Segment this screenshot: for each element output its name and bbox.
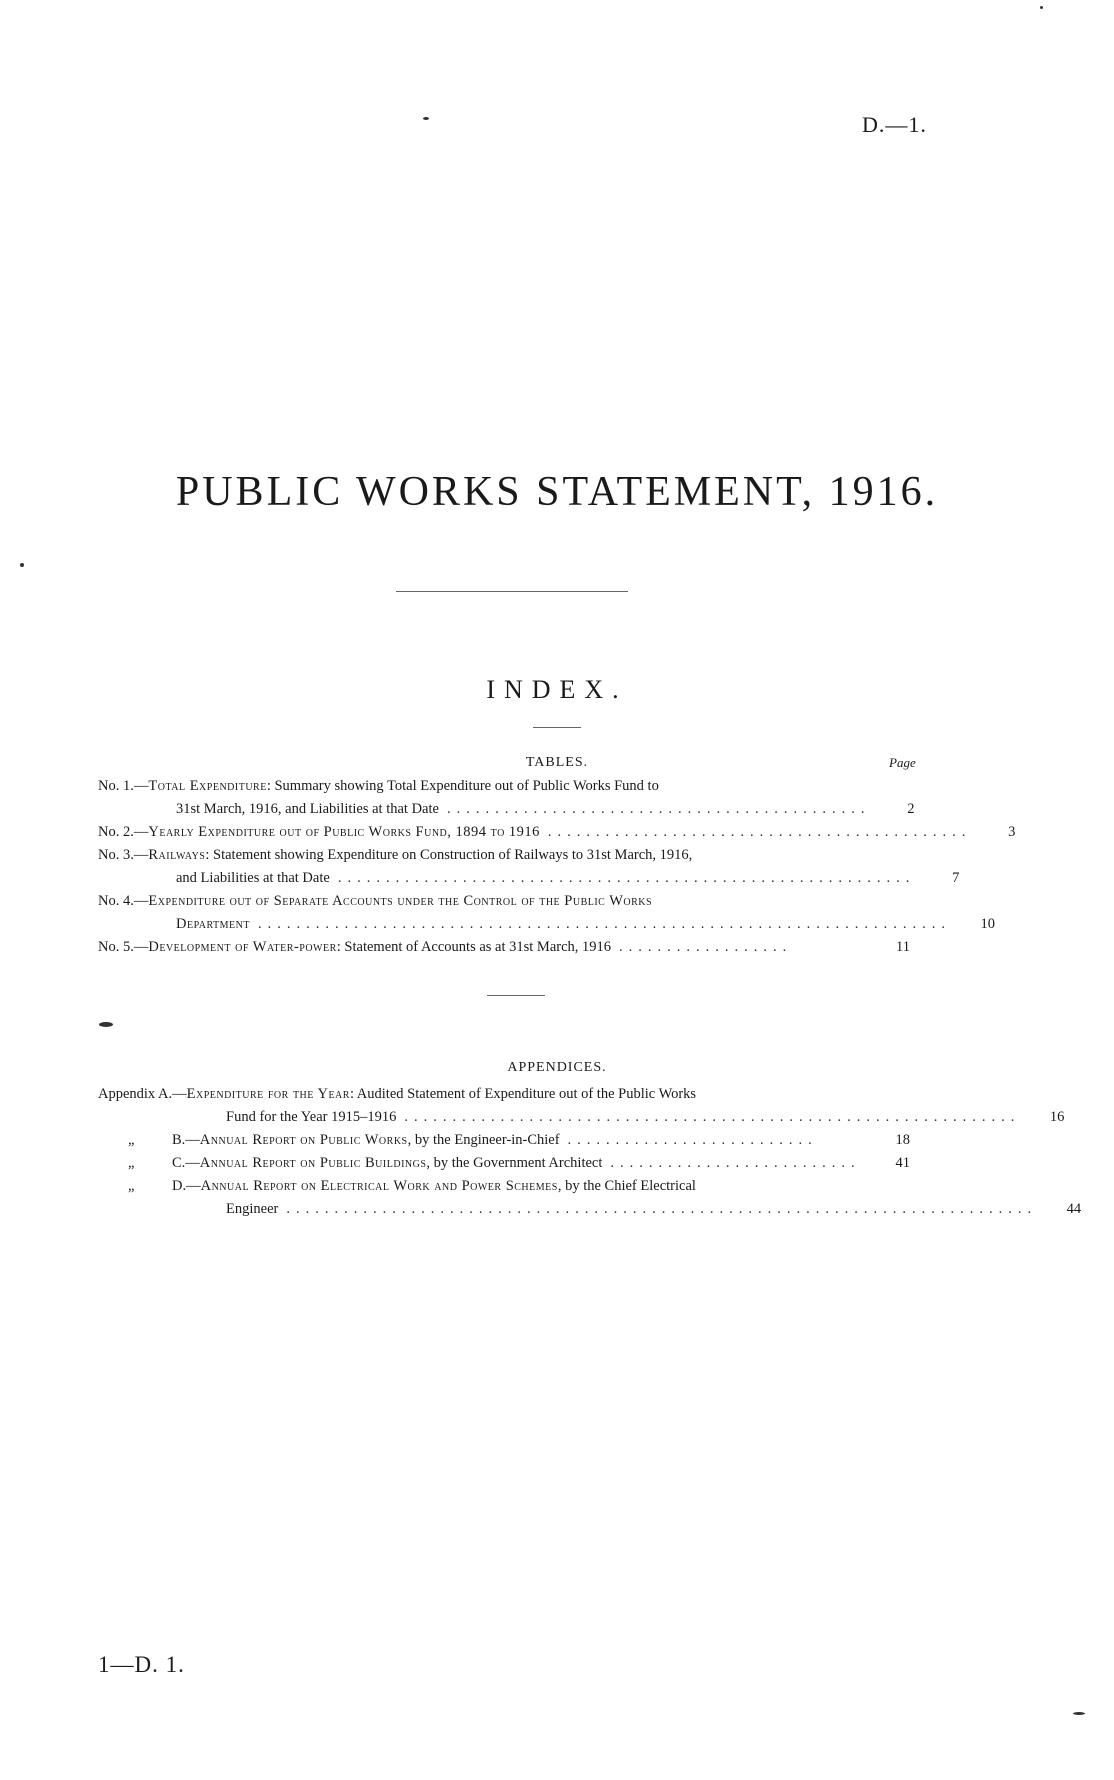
scan-speck bbox=[99, 1022, 113, 1027]
page-number: 18 bbox=[895, 1132, 910, 1148]
page-number: 2 bbox=[907, 801, 915, 817]
leader-dots: .............................................................................. bbox=[286, 1201, 1038, 1217]
title-divider bbox=[396, 591, 628, 592]
appendix-entry-c bbox=[98, 1152, 910, 1175]
page-column-heading: Page bbox=[889, 755, 916, 770]
entry-number: No. 4.— bbox=[98, 893, 149, 909]
entry-caption: Yearly Expenditure out of Public Works Fund, 1894 to 1916 bbox=[148, 824, 540, 840]
page-title: PUBLIC WORKS STATEMENT, 1916. bbox=[175, 469, 939, 515]
footer-code: 1—D. 1. bbox=[98, 1652, 185, 1677]
table-entry-5 bbox=[98, 936, 910, 959]
page-number: 16 bbox=[1049, 1109, 1065, 1125]
entry-description: : Audited Statement of Expenditure out of the Public Works bbox=[349, 1086, 697, 1102]
table-entry-4 bbox=[98, 890, 995, 936]
page-number: 11 bbox=[896, 939, 910, 955]
entry-caption: Annual Report on Public Works bbox=[199, 1132, 408, 1148]
entry-description: , by the Chief Electrical bbox=[557, 1178, 696, 1194]
entry-number: No. 2.— bbox=[98, 824, 149, 840]
entry-continuation: Fund for the Year 1915–1916 bbox=[226, 1109, 397, 1125]
ditto-mark: „ bbox=[128, 1178, 135, 1194]
appendices-heading: APPENDICES. bbox=[507, 1060, 607, 1075]
leader-dots: .................. bbox=[619, 939, 793, 955]
page-number: 3 bbox=[1008, 824, 1016, 840]
page-number: 41 bbox=[895, 1155, 910, 1171]
appendix-prefix: D.— bbox=[172, 1178, 201, 1194]
page-number: 7 bbox=[952, 870, 960, 886]
leader-dots: ............................................................ bbox=[337, 870, 916, 886]
leader-dots: .......................... bbox=[567, 1132, 818, 1148]
page-number: 44 bbox=[1066, 1201, 1082, 1217]
entry-caption: Expenditure out of Separate Accounts under the Control of the Public Works bbox=[148, 893, 653, 909]
entry-number: No. 1.— bbox=[98, 778, 149, 794]
ditto-mark: „ bbox=[128, 1132, 135, 1148]
entry-description: , by the Engineer-in-Chief bbox=[407, 1132, 560, 1148]
page-number: 10 bbox=[980, 916, 995, 932]
appendix-entry-b bbox=[98, 1129, 910, 1152]
entry-caption: Annual Report on Electrical Work and Power Schemes bbox=[200, 1178, 558, 1194]
scan-speck bbox=[423, 117, 429, 120]
scan-speck bbox=[1040, 6, 1043, 9]
entry-number: No. 5.— bbox=[98, 939, 149, 955]
entry-continuation: Department bbox=[176, 916, 250, 932]
appendix-prefix: C.— bbox=[172, 1155, 200, 1171]
leader-dots: ................................................................ bbox=[404, 1109, 1021, 1125]
table-entry-2 bbox=[98, 821, 1016, 844]
leader-dots: ........................................................................ bbox=[257, 916, 951, 932]
scan-speck bbox=[1073, 1712, 1085, 1715]
leader-dots: ............................................ bbox=[446, 801, 871, 817]
ditto-mark: „ bbox=[128, 1155, 135, 1171]
index-divider bbox=[533, 727, 581, 728]
entry-description: : Statement showing Expenditure on Construction of Railways to 31st March, 1916, bbox=[205, 847, 693, 863]
entry-description: : Statement of Accounts as at 31st March, 1916 bbox=[336, 939, 612, 955]
tables-heading: TABLES. bbox=[525, 755, 589, 770]
section-divider bbox=[487, 995, 545, 996]
entry-caption: Annual Report on Public Buildings bbox=[199, 1155, 427, 1171]
entry-caption: Expenditure for the Year bbox=[186, 1086, 350, 1102]
document-code: D.—1. bbox=[862, 112, 927, 137]
table-entry-1 bbox=[98, 775, 915, 821]
leader-dots: .......................... bbox=[610, 1155, 861, 1171]
appendix-prefix: Appendix A.— bbox=[98, 1086, 187, 1102]
appendix-entry-a bbox=[98, 1083, 1065, 1129]
leader-dots: ............................................ bbox=[547, 824, 972, 840]
scan-speck bbox=[20, 563, 24, 567]
entry-caption: Railways bbox=[148, 847, 206, 863]
appendix-prefix: B.— bbox=[172, 1132, 200, 1148]
entry-caption: Total Expenditure bbox=[148, 778, 267, 794]
entry-continuation: 31st March, 1916, and Liabilities at that Date bbox=[176, 801, 439, 817]
entry-caption: Development of Water-power bbox=[148, 939, 337, 955]
entry-description: , by the Government Architect bbox=[426, 1155, 603, 1171]
entry-description: : Summary showing Total Expenditure out of Public Works Fund to bbox=[266, 778, 659, 794]
entry-continuation: Engineer bbox=[226, 1201, 279, 1217]
appendix-entry-d bbox=[98, 1175, 1082, 1221]
table-entry-3 bbox=[98, 844, 960, 890]
entry-continuation: and Liabilities at that Date bbox=[176, 870, 330, 886]
entry-number: No. 3.— bbox=[98, 847, 149, 863]
index-heading: INDEX. bbox=[486, 675, 628, 704]
